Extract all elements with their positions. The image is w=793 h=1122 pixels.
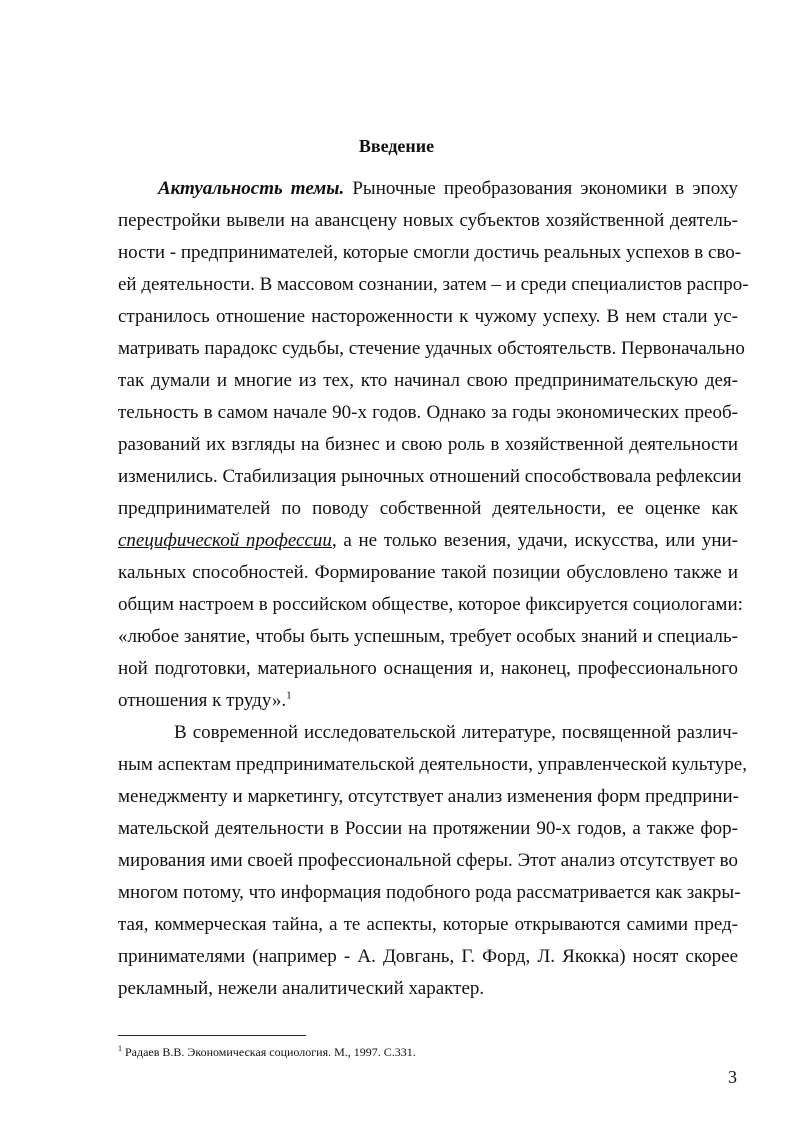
paragraph-1-line: странилось отношение настороженности к чужому успеху. В нем стали ус- [118, 306, 738, 327]
paragraph-1-line: Актуальность темы. Рыночные преобразования экономики в эпоху [158, 178, 739, 199]
paragraph-1-line: так думали и многие из тех, кто начинал свою предпринимательскую дея- [118, 370, 738, 391]
footnote-reference[interactable]: 1 [286, 689, 292, 702]
lead-phrase: Актуальность темы. [158, 178, 345, 199]
paragraph-1-line: отношения к труду».$^1$ [118, 689, 292, 711]
body-text [118, 173, 749, 1005]
paragraph-2-line: мирования ими своей профессиональной сферы. Этот анализ отсутствует во [118, 850, 738, 871]
paragraph-1-line: перестройки вывели на авансцену новых субъектов хозяйственной деятель- [118, 210, 738, 231]
paragraph-2-line: многом потому, что информация подобного рода рассматривается как закры- [118, 882, 741, 903]
paragraph-1-line: ей деятельности. В массовом сознании, затем – и среди специалистов распро- [118, 274, 749, 295]
paragraph-2-line: мательской деятельности в России на протяжении 90-х годов, а также фор- [118, 818, 738, 839]
paragraph-1-line: общим настроем в российском обществе, которое фиксируется социологами: [118, 594, 743, 615]
paragraph-1-line: специфической профессии, а не только везения, удачи, искусства, или уни- [118, 530, 738, 551]
paragraph-2-line: рекламный, нежели аналитический характер. [118, 978, 485, 999]
paragraph-2-line: тая, коммерческая тайна, а те аспекты, которые открываются самими пред- [118, 914, 738, 935]
paragraph-1-line: разований их взгляды на бизнес и свою роль в хозяйственной деятельности [118, 434, 738, 455]
paragraph-1-line: матривать парадокс судьбы, стечение удачных обстоятельств. Первоначально [118, 338, 745, 359]
paragraph-2-line: В современной исследовательской литературе, посвященной различ- [174, 722, 738, 743]
footnote-divider [118, 1035, 306, 1036]
paragraph-1-line: предпринимателей по поводу собственной деятельности, ее оценке как [118, 498, 738, 519]
paragraph-1-line: ной подготовки, материального оснащения и, наконец, профессионального [118, 658, 738, 679]
paragraph-2-line: ным аспектам предпринимательской деятельности, управленческой культуре, [118, 754, 747, 775]
footnote [118, 1045, 416, 1060]
page-number: 3 [728, 1067, 737, 1087]
page-title: Введение [358, 136, 435, 156]
paragraph-1-line: изменились. Стабилизация рыночных отношений способствовала рефлексии [118, 466, 742, 487]
footnote-number: 1 [118, 1044, 122, 1053]
paragraph-1-line: ности - предпринимателей, которые смогли достичь реальных успехов в сво- [118, 242, 742, 263]
paragraph-1-line: «любое занятие, чтобы быть успешным, требует особых знаний и специаль- [118, 626, 738, 647]
paragraph-1-line: тельность в самом начале 90-х годов. Однако за годы экономических преоб- [118, 402, 738, 423]
emphasis-phrase: специфической профессии [118, 530, 332, 551]
paragraph-2-line: менеджменту и маркетингу, отсутствует анализ изменения форм предприни- [118, 786, 739, 807]
footnote-text: Радаев В.В. Экономическая социология. М., 1997. С.331. [125, 1045, 416, 1059]
paragraph-2-line: принимателями (например - А. Довгань, Г. Форд, Л. Якокка) носят скорее [118, 946, 738, 967]
paragraph-1-line: кальных способностей. Формирование такой позиции обусловлено также и [118, 562, 738, 583]
